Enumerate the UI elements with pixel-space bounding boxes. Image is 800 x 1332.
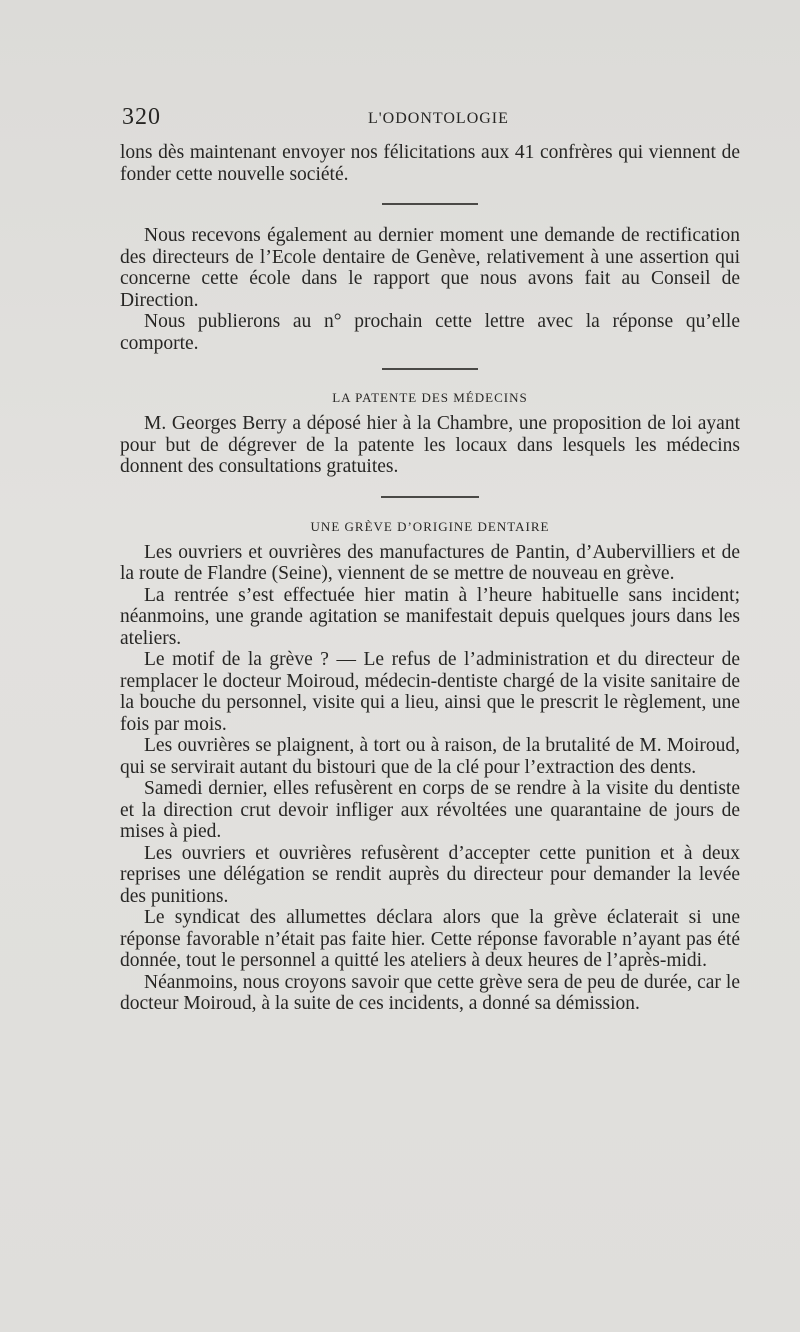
greve-paragraph: Les ouvriers et ouvrières des manufactures de Pantin, d’Aubervilliers et de la route de Flandre (Seine), viennent de se mettre de nouveau en grève. bbox=[120, 541, 740, 584]
greve-paragraph: Les ouvriers et ouvrières refusèrent d’accepter cette punition et à deux reprises une délégation se rendit auprès du directeur pour demander la levée des punitions. bbox=[120, 842, 740, 907]
running-header bbox=[120, 104, 740, 134]
opening-paragraph: lons dès maintenant envoyer nos félicitations aux 41 confrères qui viennent de fonder cette nouvelle société. bbox=[120, 142, 740, 185]
correction-notice-paragraph: Nous recevons également au dernier moment une demande de rectification des directeurs de l’Ecole dentaire de Genève, relativement à une assertion qui concerne cette école dans le rapport que nous avons fait au Conseil de Direction. bbox=[120, 225, 740, 311]
journal-title: L'ODONTOLOGIE bbox=[368, 110, 509, 127]
greve-paragraph: Le syndicat des allumettes déclara alors que la grève éclaterait si une réponse favorable n’était pas faite hier. Cette réponse favorable n’ayant pas été donnée, tout le personnel a quitté les ateliers à deux heures de l’après-midi. bbox=[120, 907, 740, 971]
section-title-patente: LA PATENTE DES MÉDECINS bbox=[332, 390, 528, 405]
greve-paragraph: Samedi dernier, elles refusèrent en corps de se rendre à la visite du dentiste et la direction crut devoir infliger aux révoltées une quarantaine de jours de mises à pied. bbox=[120, 778, 740, 842]
response-notice-paragraph: Nous publierons au n° prochain cette lettre avec la réponse qu’elle comporte. bbox=[120, 311, 740, 354]
greve-paragraph: La rentrée s’est effectuée hier matin à l’heure habituelle sans incident; néanmoins, une grande agitation se manifestait depuis quelques jours dans les ateliers. bbox=[120, 584, 740, 649]
section-divider bbox=[382, 368, 478, 370]
greve-paragraph: Les ouvrières se plaignent, à tort ou à raison, de la brutalité de M. Moiroud, qui se servirait autant du bistouri que de la clé pour l’extraction des dents. bbox=[120, 735, 740, 778]
greve-paragraph: Néanmoins, nous croyons savoir que cette grève sera de peu de durée, car le docteur Moiroud, à la suite de ces incidents, a donné sa démission. bbox=[120, 971, 740, 1014]
patente-paragraph: M. Georges Berry a déposé hier à la Chambre, une proposition de loi ayant pour but de dégrever de la patente les locaux dans lesquels les médecins donnent des consultations gratuites. bbox=[120, 413, 740, 477]
article-text bbox=[120, 142, 740, 1015]
section-divider bbox=[382, 203, 478, 205]
greve-paragraph: Le motif de la grève ? — Le refus de l’administration et du directeur de remplacer le docteur Moiroud, médecin-dentiste chargé de la visite sanitaire de la bouche du personnel, visite qui a lieu, ainsi que le prescrit le règlement, une fois par mois. bbox=[120, 649, 740, 735]
section-divider bbox=[381, 496, 479, 498]
page-number: 320 bbox=[122, 104, 161, 130]
section-title-greve: UNE GRÈVE D’ORIGINE DENTAIRE bbox=[310, 518, 550, 534]
